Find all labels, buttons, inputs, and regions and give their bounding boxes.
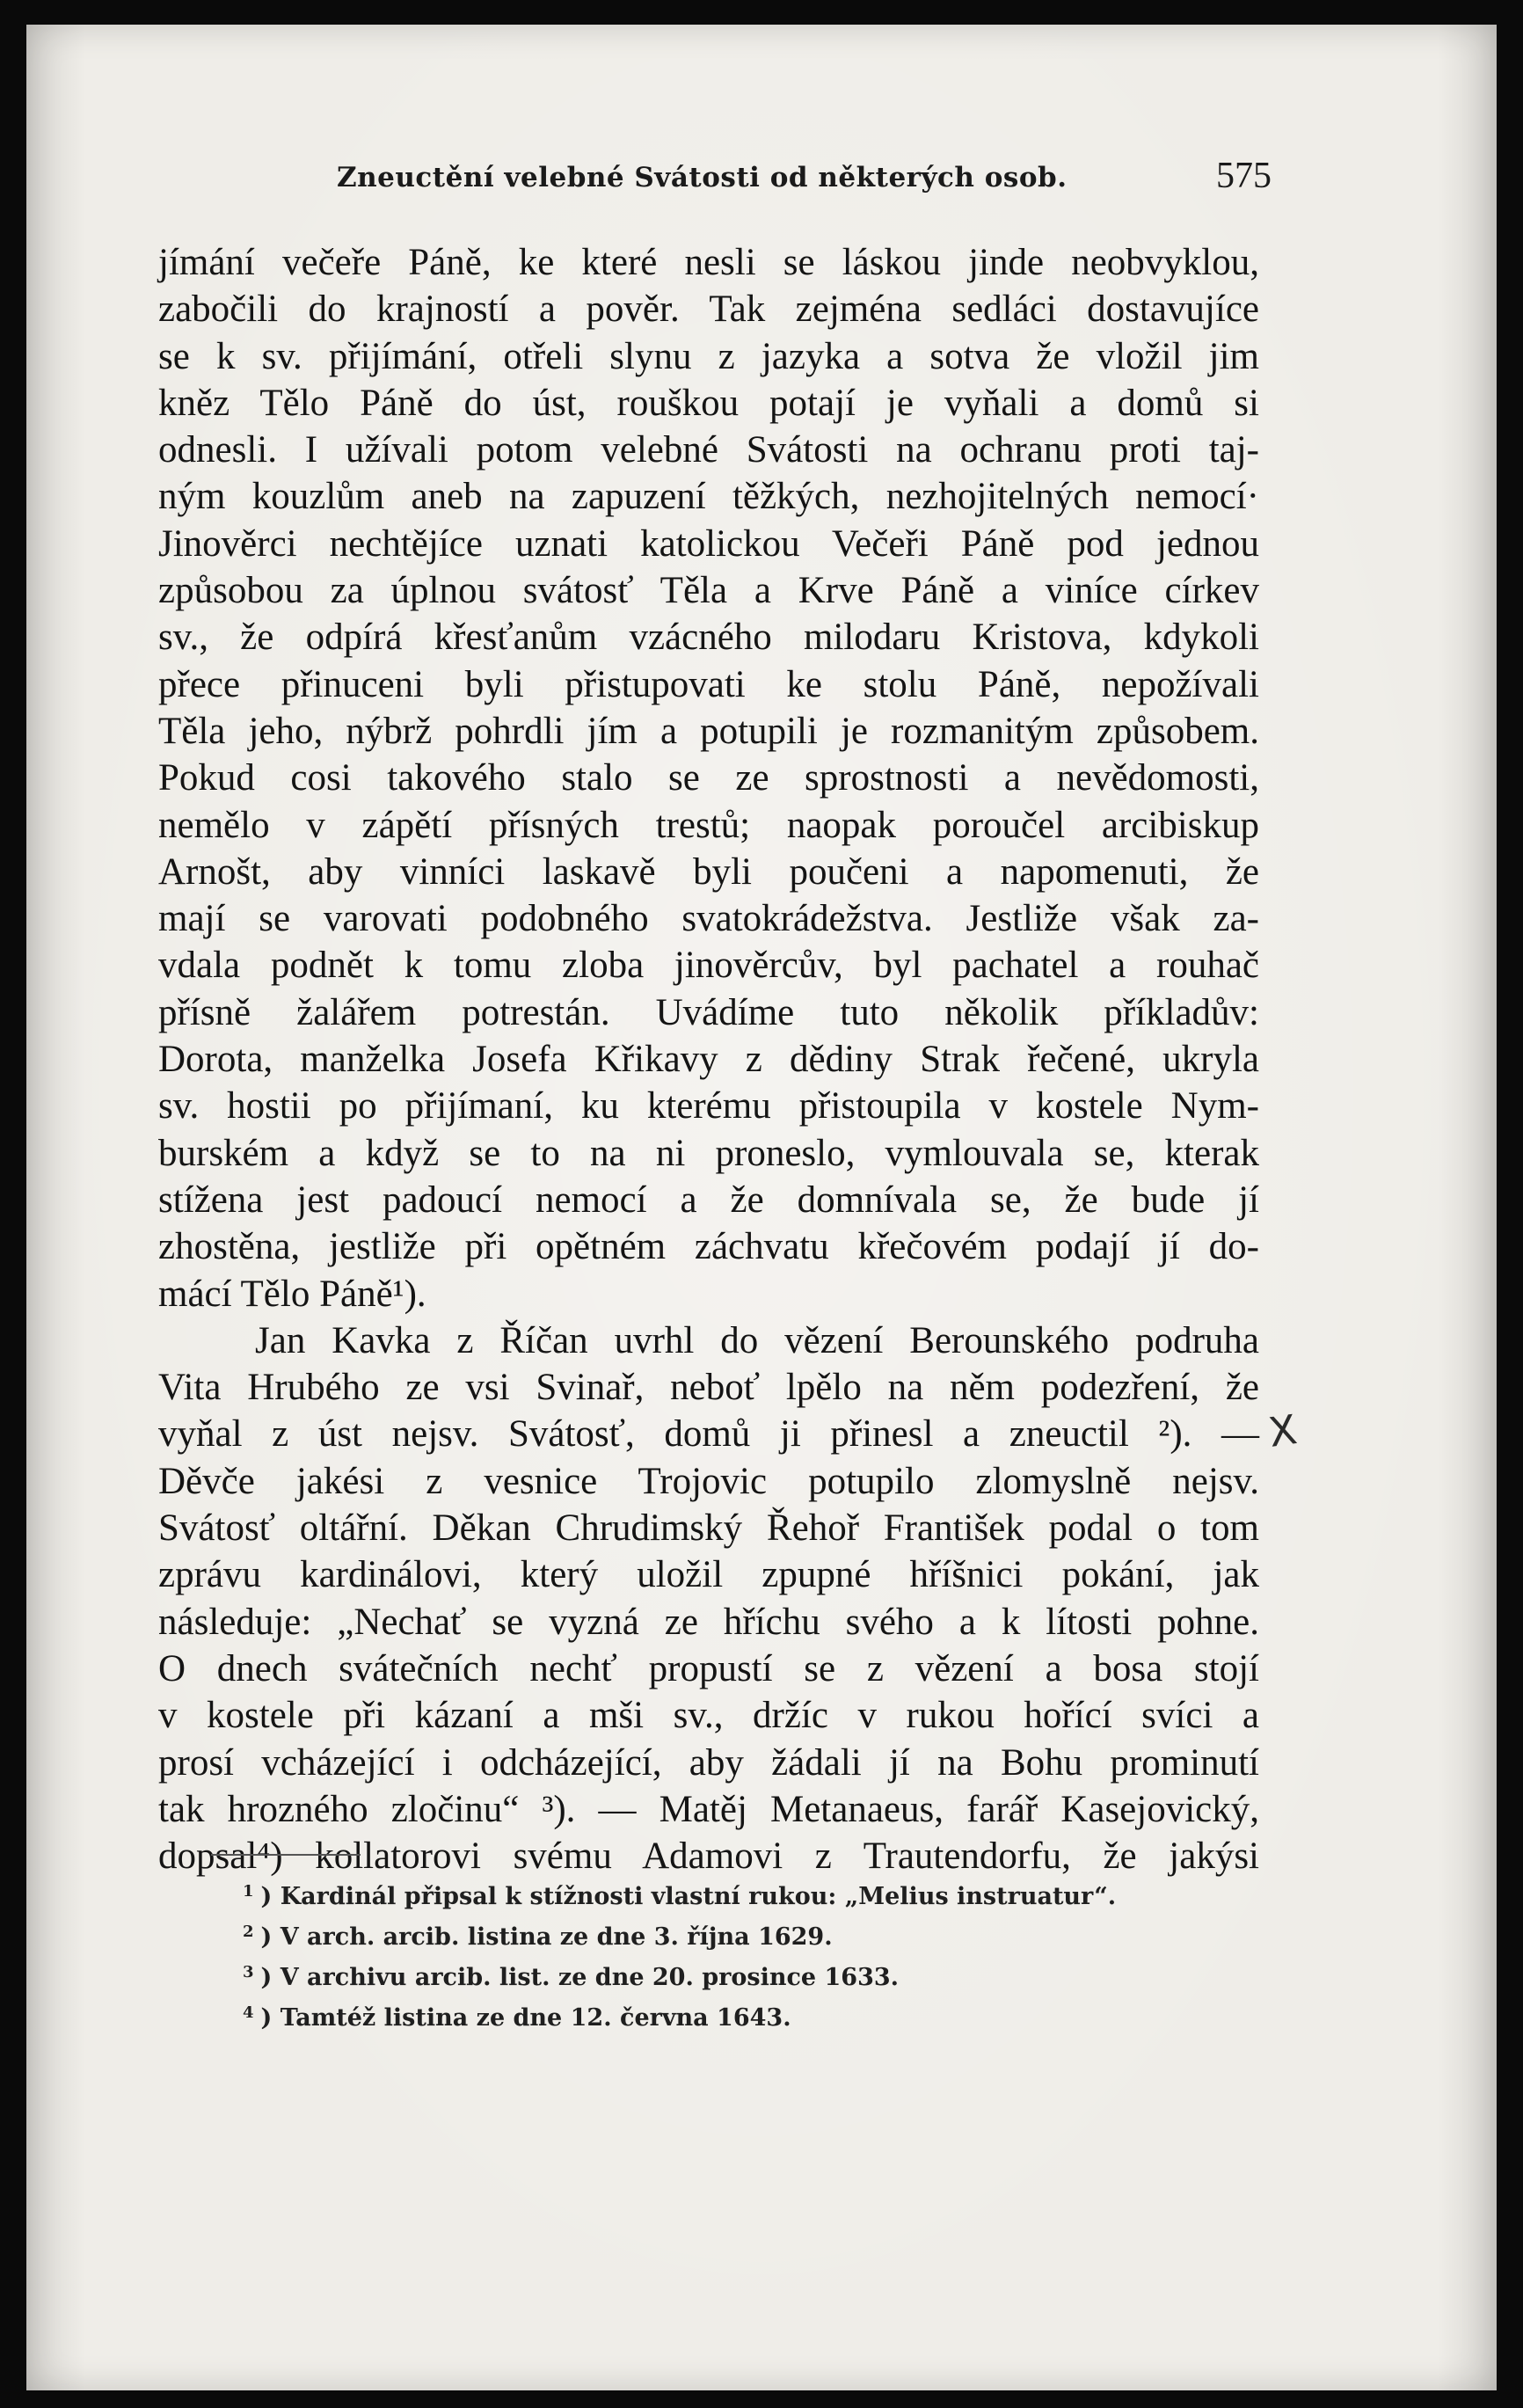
footnote-mark: 1: [243, 1882, 254, 1901]
footnote-mark: 3: [243, 1963, 254, 1981]
footnote-text: ) Tamtéž listina ze dne 12. června 1643.: [260, 2004, 791, 2032]
body-text: [158, 239, 1259, 1879]
text-line: Pokud cosi takového stalo se ze sprostnosti a nevědomosti,: [158, 757, 1259, 799]
footnote: [243, 1912, 1228, 1952]
text-line: kněz Tělo Páně do úst, rouškou potají je vyňali a domů si: [158, 382, 1259, 424]
text-line: Těla jeho, nýbrž pohrdli jím a potupili je rozmanitým způsobem.: [158, 710, 1259, 752]
text-line: vdala podnět k tomu zloba jinověrcův, byl pachatel a rouhač: [158, 945, 1259, 987]
footnote: [243, 1872, 1228, 1912]
text-line: způsobou za úplnou svátosť Těla a Krve Páně a viníce církev: [158, 570, 1259, 612]
text-line: sv. hostii po přijímaní, ku kterému přistoupila v kostele Nym-: [158, 1085, 1259, 1127]
text-line: vyňal z úst nejsv. Svátosť, domů ji přinesl a zneuctil ²). —: [158, 1413, 1259, 1456]
text-line: v kostele při kázaní a mši sv., držíc v rukou hořící svíci a: [158, 1695, 1259, 1737]
text-line: následuje: „Nechať se vyzná ze hříchu svého a k lítosti pohne.: [158, 1601, 1259, 1643]
page-number: 575: [1216, 156, 1272, 196]
text-line: zabočili do krajností a pověr. Tak zejména sedláci dostavujíce: [158, 288, 1259, 331]
text-line: přísně žalářem potrestán. Uvádíme tuto několik příkladův:: [158, 991, 1259, 1033]
text-line: Jinověrci nechtějíce uznati katolickou Večeři Páně pod jednou: [158, 522, 1259, 565]
footnote-mark: 2: [243, 1923, 254, 1941]
text-line: zprávu kardinálovi, který uložil zpupné hříšnici pokání, jak: [158, 1554, 1259, 1596]
text-line: Jan Kavka z Říčan uvrhl do vězení Berounského podruha: [255, 1319, 1259, 1361]
text-line: ným kouzlům aneb na zapuzení těžkých, nezhojitelných nemocí·: [158, 476, 1259, 518]
text-line: Svátosť oltářní. Děkan Chrudimský Řehoř František podal o tom: [158, 1507, 1259, 1550]
text-line: Vita Hrubého ze vsi Svinař, neboť lpělo na něm podezření, že: [158, 1367, 1259, 1409]
footnote-divider: [211, 1854, 361, 1856]
running-header: [337, 150, 1272, 211]
margin-mark: X: [1265, 1405, 1301, 1456]
footnote-text: ) Kardinál připsal k stížnosti vlastní rukou: „Melius instruatur“.: [260, 1883, 1117, 1910]
text-line: zhostěna, jestliže při opětném záchvatu křečovém podají jí do-: [158, 1226, 1259, 1268]
footnote-text: ) V archivu arcib. list. ze dne 20. prosince 1633.: [260, 1964, 900, 1991]
text-line: mácí Tělo Páně¹).: [158, 1273, 426, 1315]
text-line: odnesli. I užívali potom velebné Svátosti na ochranu proti taj-: [158, 429, 1259, 471]
text-line: sv., že odpírá křesťanům vzácného milodaru Kristova, kdykoli: [158, 617, 1259, 659]
text-line: tak hrozného zločinu“ ³). — Matěj Metanaeus, farář Kasejovický,: [158, 1788, 1259, 1830]
footnote: [243, 1993, 1228, 2033]
footnote: [243, 1952, 1228, 1993]
text-line: Dorota, manželka Josefa Křikavy z dědiny Strak řečené, ukryla: [158, 1039, 1259, 1081]
text-line: stížena jest padoucí nemocí a že domnívala se, že bude jí: [158, 1178, 1259, 1221]
text-line: jímání večeře Páně, ke které nesli se láskou jinde neobvyklou,: [158, 242, 1259, 283]
text-line: se k sv. přijímání, otřeli slynu z jazyka a sotva že vložil jim: [158, 335, 1259, 377]
text-line: burském a když se to na ni proneslo, vymlouvala se, kterak: [158, 1132, 1259, 1174]
text-line: Arnošt, aby vinníci laskavě byli poučeni a napomenuti, že: [158, 850, 1259, 893]
header-title: Zneuctění velebné Svátosti od některých osob.: [337, 162, 1068, 193]
text-line: O dnech svátečních nechť propustí se z vězení a bosa stojí: [158, 1647, 1259, 1689]
text-line: prosí vcházející i odcházející, aby žádali jí na Bohu prominutí: [158, 1741, 1259, 1784]
text-line: nemělo v zápětí přísných trestů; naopak poroučel arcibiskup: [158, 804, 1259, 846]
footnote-mark: 4: [243, 2003, 254, 2022]
footnote-text: ) V arch. arcib. listina ze dne 3. října 1629.: [260, 1923, 833, 1951]
text-line: přece přinuceni byli přistupovati ke stolu Páně, nepožívali: [158, 663, 1259, 705]
footnotes: [243, 1872, 1228, 2033]
text-line: dopsal⁴) kollatorovi svému Adamovi z Trautendorfu, že jakýsi: [158, 1835, 1259, 1878]
text-line: mají se varovati podobného svatokrádežstva. Jestliže však za-: [158, 898, 1259, 940]
text-line: Děvče jakési z vesnice Trojovic potupilo zlomyslně nejsv.: [158, 1460, 1259, 1502]
